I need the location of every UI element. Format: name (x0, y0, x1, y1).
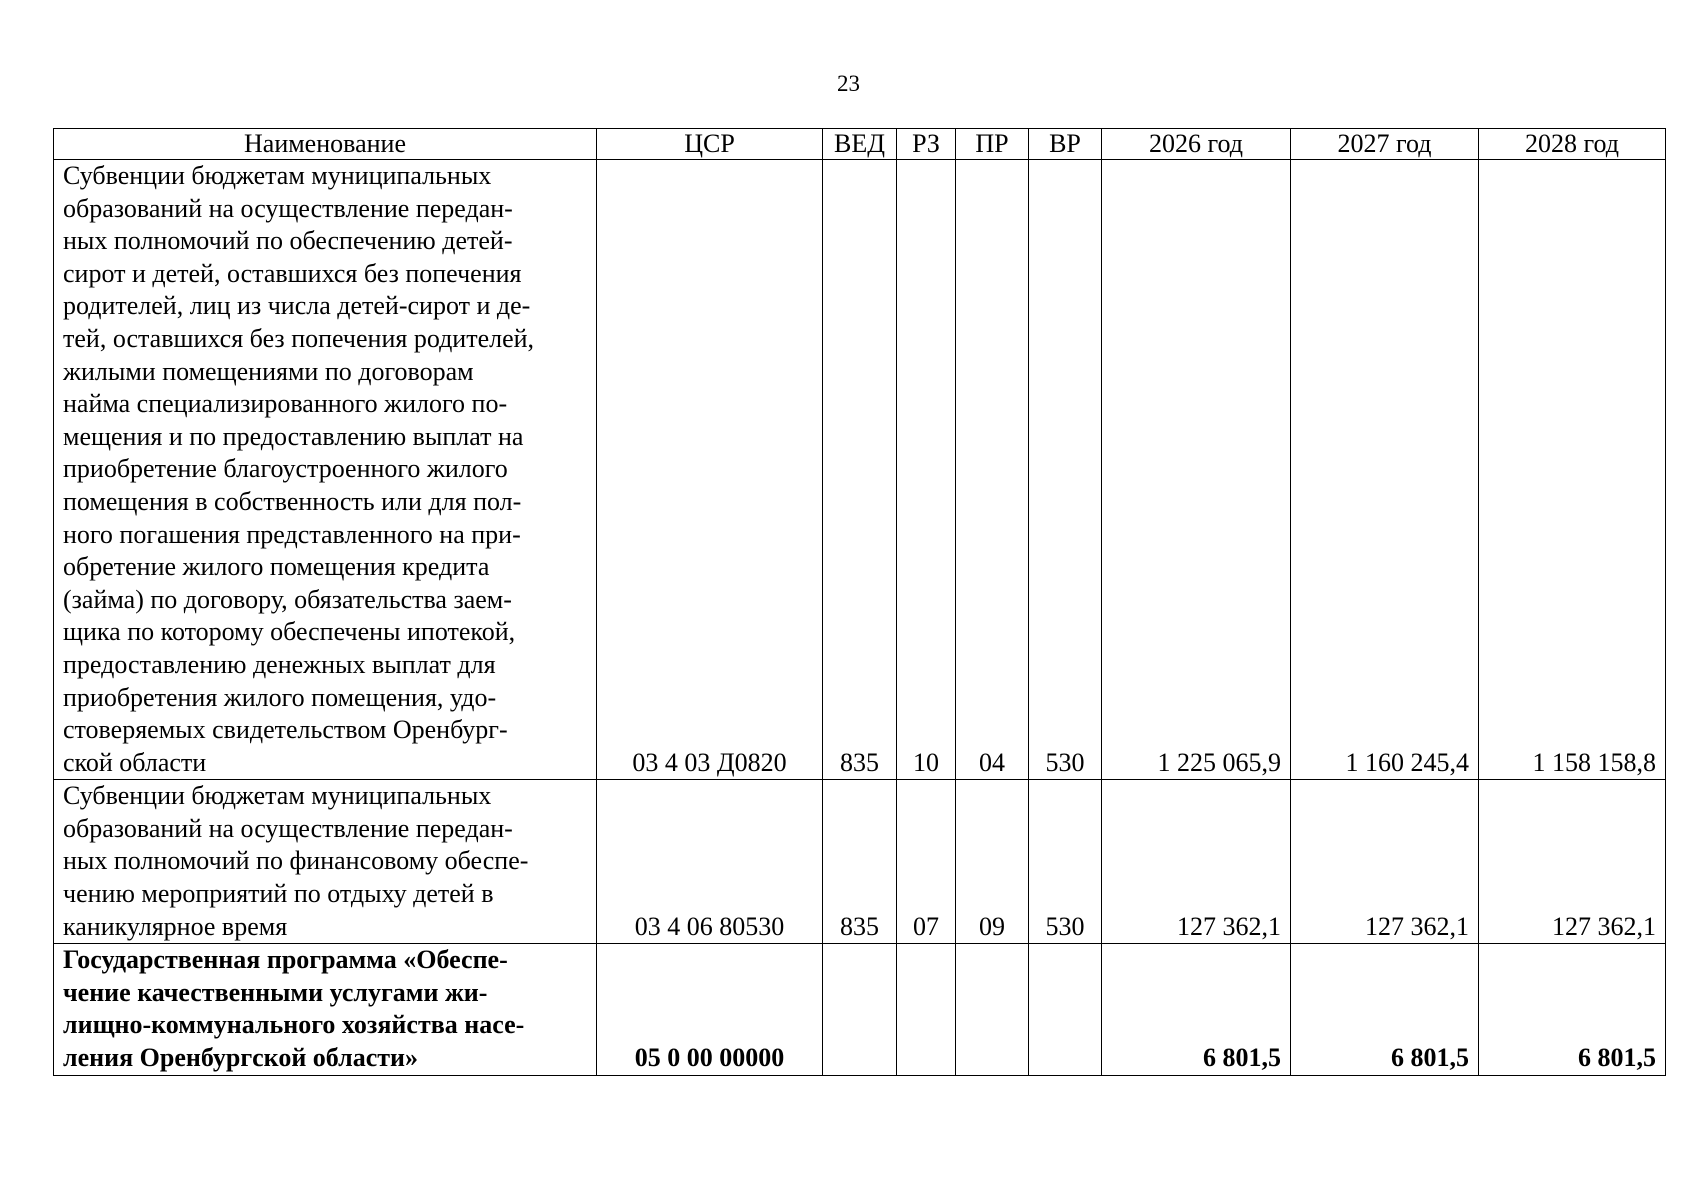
cell-2026: 127 362,1 (1102, 780, 1291, 944)
header-pr: ПР (956, 129, 1029, 160)
header-rz: РЗ (897, 129, 956, 160)
name-line: тей, оставшихся без попечения родителей, (63, 323, 535, 353)
name-line: образований на осуществление передан- (63, 193, 513, 223)
table-row (54, 780, 1666, 944)
cell-csr: 03 4 06 80530 (597, 780, 823, 944)
cell-name (54, 780, 597, 944)
cell-vr (1029, 944, 1102, 1075)
table-row (54, 944, 1666, 1075)
cell-name (54, 944, 597, 1075)
cell-2028: 1 158 158,8 (1479, 160, 1666, 780)
name-line: стоверяемых свидетельством Оренбург- (63, 715, 508, 745)
cell-2026: 6 801,5 (1102, 944, 1291, 1075)
name-line: Субвенции бюджетам муниципальных (63, 781, 492, 811)
cell-pr: 04 (956, 160, 1029, 780)
cell-rz (897, 944, 956, 1075)
name-line: образований на осуществление передан- (63, 813, 513, 843)
cell-2027: 127 362,1 (1291, 780, 1479, 944)
cell-2028: 6 801,5 (1479, 944, 1666, 1075)
name-line: Субвенции бюджетам муниципальных (63, 161, 492, 190)
name-line: Государственная программа «Обеспе- (63, 945, 508, 975)
name-line: приобретения жилого помещения, удо- (63, 682, 497, 712)
name-line: чению мероприятий по отдыху детей в (63, 879, 494, 909)
name-line: ления Оренбургской области» (63, 1043, 419, 1073)
header-row (54, 129, 1666, 160)
name-line: мещения и по предоставлению выплат на (63, 421, 524, 451)
cell-csr: 05 0 00 00000 (597, 944, 823, 1075)
name-line: лищно-коммунального хозяйства насе- (63, 1010, 525, 1040)
cell-name (54, 160, 597, 780)
cell-ved (823, 944, 897, 1075)
name-line: родителей, лиц из числа детей-сирот и де- (63, 291, 531, 321)
header-2026: 2026 год (1102, 129, 1291, 160)
cell-2027: 1 160 245,4 (1291, 160, 1479, 780)
cell-rz: 10 (897, 160, 956, 780)
table-body (54, 160, 1666, 1076)
header-2028: 2028 год (1479, 129, 1666, 160)
cell-vr: 530 (1029, 780, 1102, 944)
name-line: помещения в собственность или для пол- (63, 486, 522, 516)
name-line: ных полномочий по финансовому обеспе- (63, 846, 529, 876)
cell-pr: 09 (956, 780, 1029, 944)
name-line: каникулярное время (63, 911, 288, 941)
name-line: жилыми помещениями по договорам (63, 356, 474, 386)
name-line: ного погашения представленного на при- (63, 519, 521, 549)
name-line: ской области (63, 747, 207, 777)
cell-2028: 127 362,1 (1479, 780, 1666, 944)
budget-table (53, 128, 1666, 1076)
name-line: обретение жилого помещения кредита (63, 552, 490, 582)
cell-pr (956, 944, 1029, 1075)
cell-vr: 530 (1029, 160, 1102, 780)
name-line: (займа) по договору, обязательства заем- (63, 584, 512, 614)
page-number: 23 (837, 71, 860, 96)
header-2027: 2027 год (1291, 129, 1479, 160)
name-line: сирот и детей, оставшихся без попечения (63, 258, 522, 288)
cell-2026: 1 225 065,9 (1102, 160, 1291, 780)
cell-ved: 835 (823, 160, 897, 780)
cell-csr: 03 4 03 Д0820 (597, 160, 823, 780)
name-line: ных полномочий по обеспечению детей- (63, 226, 513, 256)
header-csr: ЦСР (597, 129, 823, 160)
cell-rz: 07 (897, 780, 956, 944)
cell-ved: 835 (823, 780, 897, 944)
header-name: Наименование (54, 129, 597, 160)
header-ved: ВЕД (823, 129, 897, 160)
name-line: приобретение благоустроенного жилого (63, 454, 508, 484)
table-row (54, 160, 1666, 780)
name-line: щика по которому обеспечены ипотекой, (63, 617, 516, 647)
name-line: чение качественными услугами жи- (63, 977, 488, 1007)
name-line: найма специализированного жилого по- (63, 389, 508, 419)
name-line: предоставлению денежных выплат для (63, 649, 496, 679)
cell-2027: 6 801,5 (1291, 944, 1479, 1075)
header-vr: ВР (1029, 129, 1102, 160)
